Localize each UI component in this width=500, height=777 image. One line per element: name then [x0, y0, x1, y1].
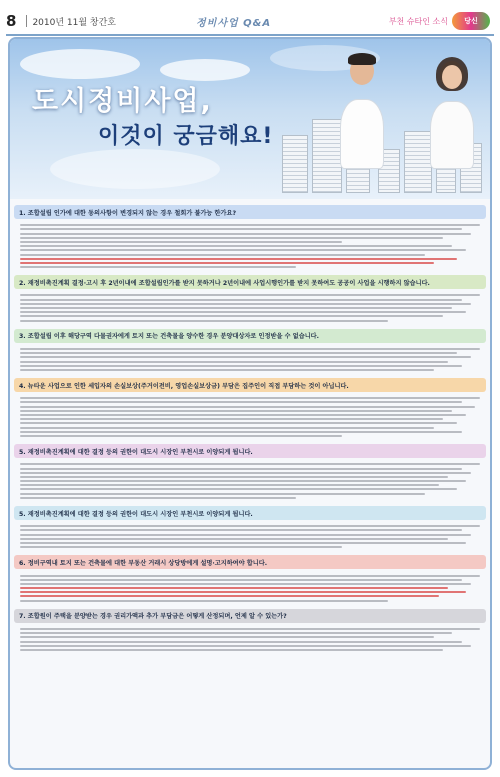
answer-text-line: [20, 233, 471, 235]
question-heading: 2. 재정비촉진계획 결정·고시 후 2년이내에 조합설립인가를 받지 못하거나 2년이내에 사업시행인가를 받지 못하여도 공공이 사업을 시행하지 않습니다.: [14, 275, 486, 289]
question-heading: 5. 재정비촉진계획에 대한 결정 등의 권한이 대도시 시장인 부천시로 이양되게 됩니다.: [14, 444, 486, 458]
answer-body: [14, 392, 486, 441]
qa-item: [14, 205, 486, 272]
header-divider: [26, 15, 27, 27]
cloud-shape: [50, 149, 220, 189]
answer-body: [14, 458, 486, 503]
answer-text-line: [20, 254, 425, 256]
answer-text-line: [20, 579, 462, 581]
answer-text-line: [20, 476, 448, 478]
answer-text-line: [20, 583, 471, 585]
answer-text-line: [20, 224, 480, 226]
qa-item: [14, 275, 486, 326]
answer-text-line: [20, 472, 471, 474]
hero-banner: [10, 39, 490, 199]
answer-text-line: [20, 245, 452, 247]
answer-text-line: [20, 311, 466, 313]
hero-title-line2: 이것이 궁금해요!: [98, 124, 274, 149]
question-heading: 6. 정비구역내 토지 또는 건축물에 대한 부동산 거래시 상당방에게 설명·고지하여야 합니다.: [14, 555, 486, 569]
answer-text-line: [20, 356, 471, 358]
qa-list: [14, 205, 486, 658]
question-heading: 7. 조합원이 주택을 분양받는 경우 권리가액과 추가 부담금은 어떻게 산정되며, 언제 알 수 있는가?: [14, 609, 486, 623]
answer-text-line: [20, 249, 466, 251]
answer-text-line: [20, 348, 480, 350]
answer-text-line: [20, 480, 466, 482]
question-heading: 5. 재정비촉진계획에 대한 결정 등의 권한이 대도시 시장인 부천시로 이양되게 됩니다.: [14, 506, 486, 520]
answer-text-line: [20, 401, 462, 403]
answer-text-line: [20, 294, 480, 296]
answer-text-line: [20, 266, 296, 268]
answer-text-line: [20, 587, 448, 589]
answer-text-line: [20, 418, 443, 420]
answer-text-line: [20, 628, 480, 630]
answer-text-line: [20, 427, 434, 429]
answer-text-line: [20, 397, 480, 399]
cloud-shape: [160, 59, 250, 81]
answer-text-line: [20, 258, 457, 260]
answer-text-line: [20, 534, 471, 536]
answer-text-line: [20, 406, 475, 408]
answer-text-line: [20, 546, 342, 548]
brand-logo-icon: 당신: [452, 12, 490, 30]
answer-text-line: [20, 262, 434, 264]
question-heading: 1. 조합설립 인가에 대한 동의사항이 변경되지 않는 경우 철회가 불가능 한가요?: [14, 205, 486, 219]
qa-item: [14, 555, 486, 606]
answer-text-line: [20, 488, 457, 490]
issue-label: 2010년 11월 창간호: [32, 17, 116, 28]
answer-text-line: [20, 431, 462, 433]
answer-text-line: [20, 649, 443, 651]
answer-text-line: [20, 542, 466, 544]
qa-item: [14, 506, 486, 552]
answer-text-line: [20, 595, 439, 597]
brand: [389, 12, 490, 30]
answer-body: [14, 569, 486, 606]
header-rule: [6, 34, 494, 36]
answer-text-line: [20, 497, 296, 499]
answer-text-line: [20, 352, 457, 354]
answer-body: [14, 343, 486, 375]
answer-text-line: [20, 435, 342, 437]
answer-text-line: [20, 529, 462, 531]
brand-name: 부천 슈타인 소식: [388, 16, 448, 26]
answer-text-line: [20, 645, 471, 647]
answer-text-line: [20, 410, 452, 412]
answer-body: [14, 520, 486, 552]
section-title: 정비사업 Q&A: [196, 18, 272, 29]
answer-text-line: [20, 632, 452, 634]
answer-text-line: [20, 307, 452, 309]
answer-text-line: [20, 484, 439, 486]
answer-text-line: [20, 237, 443, 239]
answer-text-line: [20, 422, 457, 424]
answer-text-line: [20, 600, 388, 602]
answer-text-line: [20, 463, 480, 465]
answer-text-line: [20, 369, 434, 371]
answer-text-line: [20, 493, 425, 495]
answer-body: [14, 623, 486, 655]
hero-title-line1: 도시정비사업,: [32, 86, 213, 117]
answer-text-line: [20, 320, 388, 322]
answer-body: [14, 289, 486, 326]
answer-body: [14, 219, 486, 272]
answer-text-line: [20, 525, 480, 527]
answer-text-line: [20, 591, 466, 593]
answer-text-line: [20, 241, 342, 243]
answer-text-line: [20, 315, 443, 317]
page-number: 8: [6, 12, 17, 30]
answer-text-line: [20, 414, 466, 416]
page-header: [6, 8, 494, 34]
answer-text-line: [20, 228, 462, 230]
answer-text-line: [20, 636, 434, 638]
question-heading: 3. 조합설립 이후 해당구역 다물권자에게 토지 또는 건축물을 양수한 경우 분양대상자로 인정받을 수 없습니다.: [14, 329, 486, 343]
qa-item: [14, 329, 486, 375]
cloud-shape: [20, 49, 140, 79]
answer-text-line: [20, 468, 462, 470]
answer-text-line: [20, 361, 448, 363]
answer-text-line: [20, 538, 448, 540]
qa-item: [14, 609, 486, 655]
answer-text-line: [20, 303, 471, 305]
question-heading: 4. 뉴타운 사업으로 인한 세입자의 손실보상(주거이전비, 영업손실보상금) 부담은 집주인이 직접 부담하는 것이 아닙니다.: [14, 378, 486, 392]
answer-text-line: [20, 575, 480, 577]
qa-item: [14, 378, 486, 441]
answer-text-line: [20, 365, 462, 367]
answer-text-line: [20, 641, 462, 643]
answer-text-line: [20, 299, 462, 301]
qa-item: [14, 444, 486, 503]
article-frame: [8, 37, 492, 770]
